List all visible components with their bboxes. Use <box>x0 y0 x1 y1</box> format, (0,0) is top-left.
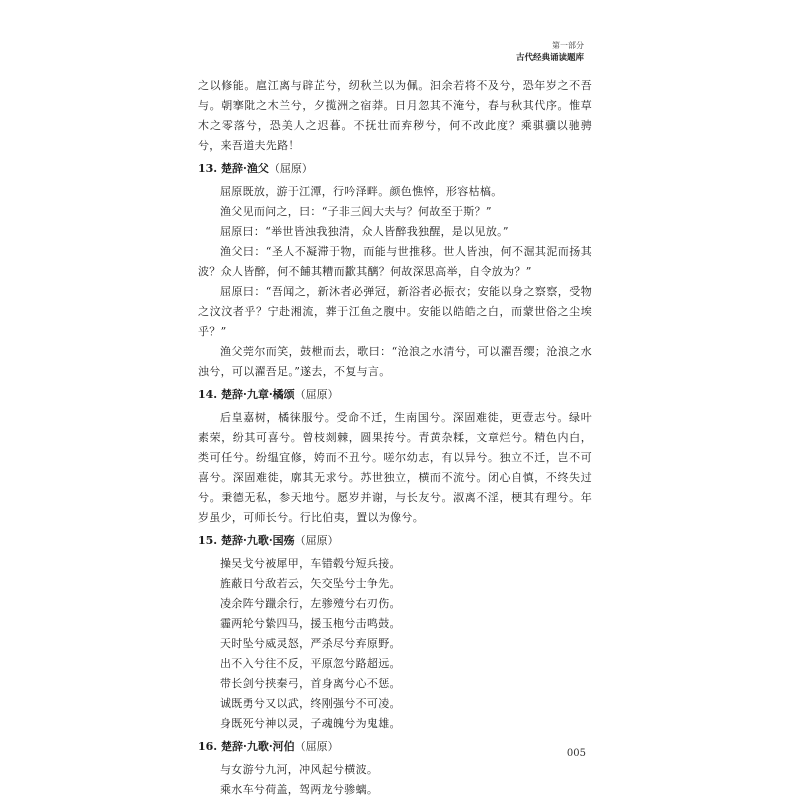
section-title-text: 楚辞·九歌·河伯 <box>220 740 295 753</box>
section-author: （屈原） <box>294 740 339 753</box>
section <box>198 158 592 382</box>
section-title-text: 楚辞·渔父 <box>220 162 269 175</box>
poem-line: 乘水车兮荷盖，驾两龙兮骖螭。 <box>220 783 379 796</box>
section-author: （屈原） <box>294 534 339 547</box>
part-label: 第一部分 <box>552 41 584 50</box>
section-number: 13. <box>198 162 218 175</box>
section <box>198 736 592 800</box>
book-title: 古代经典诵读题库 <box>515 53 584 63</box>
paragraph: 渔父莞尔而笑，鼓枻而去，歌曰：“沧浪之水清兮，可以濯吾缨；沧浪之水浊兮，可以濯吾足。”遂去，不复与言。 <box>198 345 592 378</box>
intro-paragraph: 之以修能。扈江离与辟芷兮，纫秋兰以为佩。汩余若将不及兮，恐年岁之不吾与。朝搴阰之木兰兮，夕揽洲之宿莽。日月忽其不淹兮，春与秋其代序。惟草木之零落兮，恐美人之迟暮。不抚壮而弃秽兮，何不改此度？乘骐骥以驰骋兮，来吾道夫先路！ <box>198 79 592 152</box>
poem-line: 霾两轮兮絷四马，援玉枹兮击鸣鼓。 <box>220 617 401 630</box>
section-title <box>198 530 592 552</box>
section-title <box>198 736 592 758</box>
section-title <box>198 158 592 180</box>
poem-body <box>198 554 592 734</box>
section <box>198 384 592 528</box>
poem-line: 凌余阵兮躐余行，左骖殪兮右刃伤。 <box>220 597 401 610</box>
poem-line: 天时坠兮威灵怒，严杀尽兮弃原野。 <box>220 637 401 650</box>
section-number: 14. <box>198 388 218 401</box>
section-number: 16. <box>198 740 218 753</box>
sections-container <box>198 158 592 800</box>
paragraph: 屈原曰：“吾闻之，新沐者必弹冠，新浴者必振衣；安能以身之察察，受物之汶汶者乎？宁赴湘流，葬于江鱼之腹中。安能以皓皓之白，而蒙世俗之尘埃乎？” <box>198 285 592 338</box>
paragraph: 屈原曰：“举世皆浊我独清，众人皆醉我独醒，是以见放。” <box>220 225 509 238</box>
prose-body <box>198 182 592 382</box>
poem-line: 与女游兮九河，冲风起兮横波。 <box>220 763 379 776</box>
paragraph: 屈原既放，游于江潭，行吟泽畔。颜色憔悴，形容枯槁。 <box>220 185 503 198</box>
page-number: 005 <box>566 748 586 759</box>
running-header <box>516 40 584 64</box>
section-title-text: 楚辞·九章·橘颂 <box>220 388 295 401</box>
paragraph: 渔父曰：“圣人不凝滞于物，而能与世推移。世人皆浊，何不淈其泥而扬其波？众人皆醉，何不餔其糟而歠其醨？何故深思高举，自令放为？” <box>198 245 592 278</box>
poem-line: 旌蔽日兮敌若云，矢交坠兮士争先。 <box>220 577 401 590</box>
section-author: （屈原） <box>268 162 313 175</box>
poem-line: 操吴戈兮被犀甲，车错毂兮短兵接。 <box>220 557 401 570</box>
poem-body <box>198 760 592 800</box>
prose-body <box>198 408 592 528</box>
poem-line: 带长剑兮挟秦弓，首身离兮心不惩。 <box>220 677 401 690</box>
poem-line: 身既死兮神以灵，子魂魄兮为鬼雄。 <box>220 717 401 730</box>
section-author: （屈原） <box>294 388 339 401</box>
section-number: 15. <box>198 534 218 547</box>
paragraph: 后皇嘉树，橘徕服兮。受命不迁，生南国兮。深固难徙，更壹志兮。绿叶素荣，纷其可喜兮。曾枝剡棘，圆果抟兮。青黄杂糅，文章烂兮。精色内白，类可任兮。纷缊宜修，姱而不丑兮。嗟尔幼志，有以异兮。独立不迁，岂不可喜兮。深固难徙，廓其无求兮。苏世独立，横而不流兮。闭心自慎，不终失过兮。秉德无私，参天地兮。愿岁并谢，与长友兮。淑离不淫，梗其有理兮。年岁虽少，可师长兮。行比伯夷，置以为像兮。 <box>198 411 592 524</box>
paragraph: 渔父见而问之，曰：“子非三闾大夫与？何故至于斯？” <box>220 205 492 218</box>
poem-line: 诚既勇兮又以武，终刚强兮不可凌。 <box>220 697 401 710</box>
poem-line: 出不入兮往不反，平原忽兮路超远。 <box>220 657 401 670</box>
section <box>198 530 592 734</box>
page-body <box>198 76 592 800</box>
section-title-text: 楚辞·九歌·国殇 <box>220 534 295 547</box>
section-title <box>198 384 592 406</box>
